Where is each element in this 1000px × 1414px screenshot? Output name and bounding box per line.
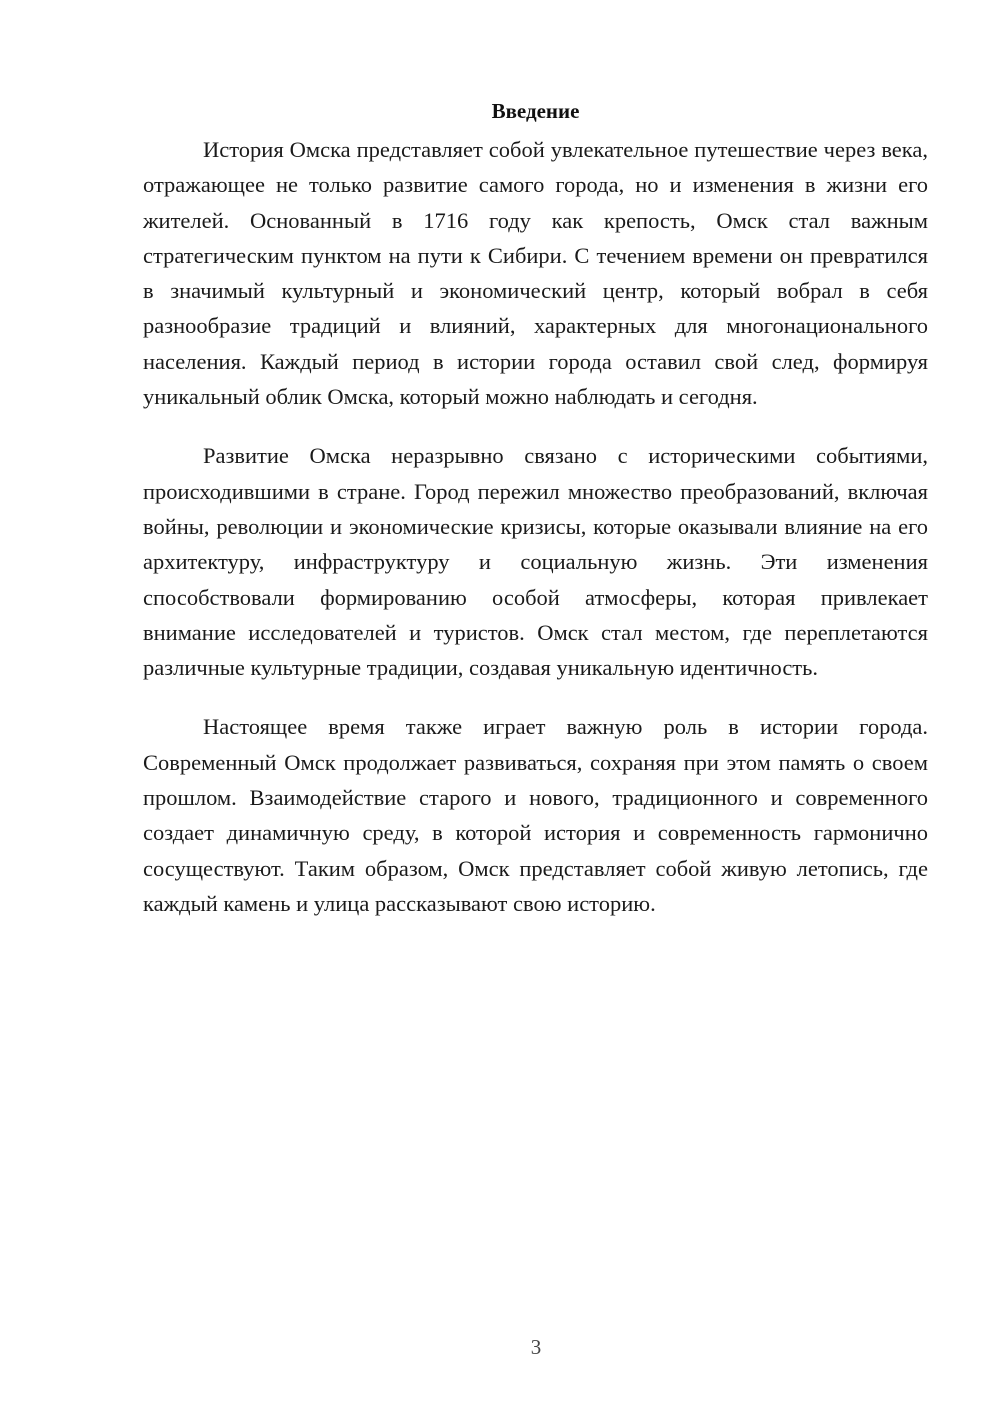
page-number: 3 [530,1335,542,1359]
paragraph-3: Настоящее время также играет важную роль в истории города. Современный Омск продолжает развиваться, сохраняя при этом память о своем прошлом. Взаимодействие старого и нового, традиционного и современного создает динамичную среду, в которой история и современность гармонично сосуществуют. Таким образом, Омск представляет собой живую летопись, где каждый камень и улица рассказывают свою историю. [143,714,928,916]
section-title: Введение [491,99,580,123]
paragraph-1: История Омска представляет собой увлекательное путешествие через века, отражающее не только развитие самого города, но и изменения в жизни его жителей. Основанный в 1716 году как крепость, Омск стал важным стратегическим пунктом на пути к Сибири. С течением времени он превратился в значимый культурный и экономический центр, который вобрал в себя разнообразие традиций и влияний, характерных для многонационального населения. Каждый период в истории города оставил свой след, формируя уникальный облик Омска, который можно наблюдать и сегодня. [143,137,928,410]
paragraph-2: Развитие Омска неразрывно связано с историческими событиями, происходившими в стране. Город пережил множество преобразований, включая войны, революции и экономические кризисы, которые оказывали влияние на его архитектуру, инфраструктуру и социальную жизнь. Эти изменения способствовали формированию особой атмосферы, которая привлекает внимание исследователей и туристов. Омск стал местом, где переплетаются различные культурные традиции, создавая уникальную идентичность. [143,443,928,681]
page-content [143,96,928,945]
